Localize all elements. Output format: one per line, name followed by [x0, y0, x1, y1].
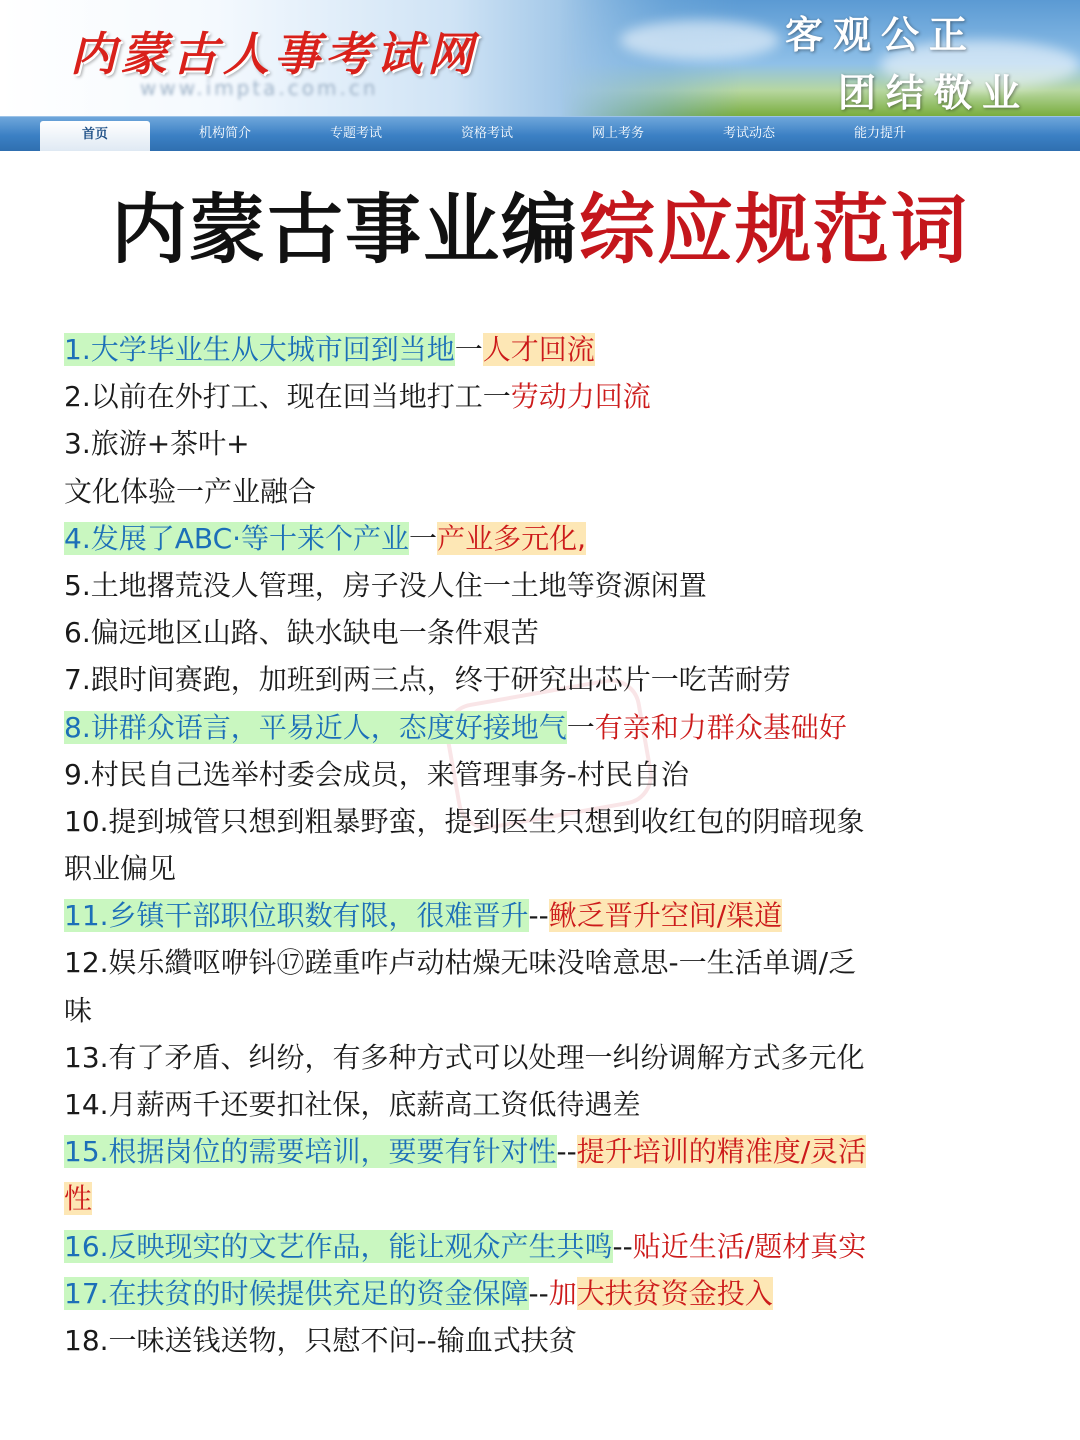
list-item: 12.娱乐纘呕咿钭⑰蹉重咋卢动枯燥无味没啥意思-一生活单调/乏 — [64, 946, 857, 980]
cloud-decoration — [620, 20, 780, 60]
item-separator: 一 — [409, 521, 438, 555]
item-separator: 一 — [566, 710, 595, 744]
list-item: 14.月薪两千还要扣社保，底薪高工资低待遇差 — [64, 1088, 641, 1121]
list-item — [64, 373, 1034, 420]
item-description: 8.讲群众语言，平易近人，态度好接地气 — [64, 710, 567, 744]
item-keyword: 贴近生活/题材真实 — [632, 1229, 867, 1263]
item-description: 4.发展了ABC·等十来个产业 — [64, 521, 410, 555]
item-separator: -- — [612, 1229, 633, 1263]
item-keyword: 有亲和力群众基础好 — [594, 710, 847, 744]
nav-item-about[interactable]: 机构简介 — [198, 126, 251, 141]
list-item: 7.跟时间赛跑，加班到两三点，终于研究出芯片一吃苦耐劳 — [64, 663, 791, 697]
list-item: 3.旅游+茶叶+ — [64, 427, 250, 461]
nav-item-exam-news[interactable]: 考试动态 — [722, 126, 775, 141]
nav-item-online-affairs[interactable]: 网上考务 — [591, 126, 644, 141]
item-keyword: 性 — [64, 1182, 93, 1216]
list-item — [64, 1223, 1034, 1270]
list-item: 5.土地撂荒没人管理，房子没人住一土地等资源闲置 — [64, 568, 707, 602]
title-part-red: 综应规范词 — [579, 185, 969, 274]
page-title — [0, 180, 1080, 280]
item-description: 17.在扶贫的时候提供充足的资金保障 — [64, 1276, 529, 1310]
item-separator: -- — [528, 899, 549, 933]
item-keyword: 人才回流 — [482, 333, 595, 366]
item-description: 11.乡镇干部职位职数有限，很难晋升 — [64, 899, 529, 933]
item-keyword: 鳅乏晋升空间/渠道 — [548, 899, 783, 933]
nav-item-special-exam[interactable]: 专题考试 — [329, 126, 382, 141]
item-separator: -- — [556, 1135, 577, 1169]
list-item: 6.偏远地区山路、缺水缺电一条件艰苦 — [64, 616, 539, 650]
list-item-continued: 味 — [64, 993, 93, 1027]
main-nav — [0, 116, 1080, 151]
list-item — [64, 704, 1034, 751]
list-item: 10.提到城管只想到粗暴野蛮，提到医生只想到收红包的阴暗现象 — [64, 804, 865, 838]
item-keyword: 产业多元化, — [437, 521, 586, 555]
list-item: 9.村民自己选举村委会成员，来管理事务-村民自治 — [64, 757, 689, 791]
list-item: 13.有了矛盾、纠纷，有多种方式可以处理一纠纷调解方式多元化 — [64, 1040, 865, 1074]
list-item — [64, 892, 1034, 939]
item-keyword: 提升培训的精准度/灵活 — [576, 1135, 867, 1169]
list-item — [64, 515, 1034, 562]
list-item-continued: 职业偏见 — [64, 852, 177, 886]
list-item: 18.一味送钱送物，只慰不问--输血式扶贫 — [64, 1323, 577, 1357]
nav-item-home[interactable]: 首页 — [40, 121, 150, 151]
site-url: www.impta.com.cn — [140, 76, 379, 100]
term-list — [64, 326, 1034, 1364]
item-separator: -- — [528, 1276, 549, 1310]
item-description: 15.根据岗位的需要培训，要要有针对性 — [64, 1135, 557, 1169]
list-item — [64, 1270, 1034, 1317]
nav-item-ability[interactable]: 能力提升 — [853, 126, 906, 141]
item-keyword: 大扶贫资金投入 — [576, 1276, 773, 1310]
site-banner — [0, 0, 1080, 116]
slogan-line-1: 客观公正 — [785, 12, 978, 57]
list-item — [64, 326, 1034, 373]
list-item — [64, 1128, 1034, 1175]
nav-item-qualification-exam[interactable]: 资格考试 — [460, 126, 513, 141]
item-keyword-prefix: 加 — [548, 1276, 577, 1310]
slogan-line-2: 团结敬业 — [838, 70, 1031, 115]
item-description: 16.反映现实的文艺作品，能让观众产生共鸣 — [64, 1229, 613, 1263]
item-description: 1.大学毕业生从大城市回到当地 — [64, 333, 455, 366]
list-item-continued — [64, 1175, 1034, 1222]
item-keyword: 劳动力回流 — [510, 380, 651, 414]
list-item-continued: 文化体验一产业融合 — [64, 474, 317, 508]
item-separator: 一 — [454, 333, 483, 366]
site-logo-text[interactable]: 内蒙古人事考试网 — [70, 27, 478, 81]
item-description: 2.以前在外打工、现在回当地打工一 — [64, 380, 511, 414]
title-part-black: 内蒙古事业编 — [111, 185, 579, 274]
